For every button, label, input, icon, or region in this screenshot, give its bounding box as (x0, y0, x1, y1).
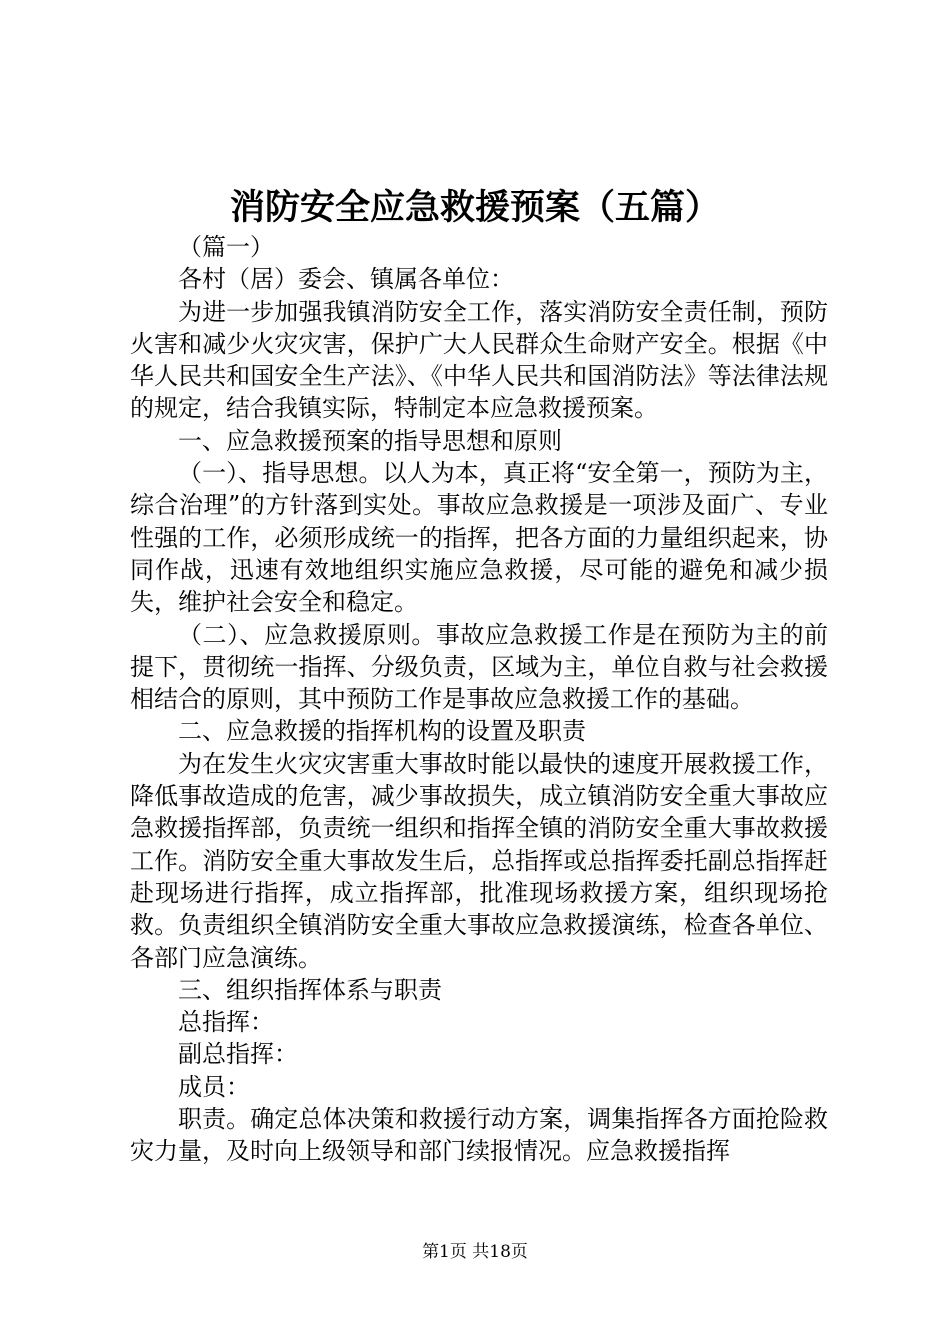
field-deputy-commander: 副总指挥： (178, 1040, 298, 1069)
paragraph-intro: 为进一步加强我镇消防安全工作，落实消防安全责任制，预防火害和减少火灾灾害，保护广大人民群众生命财产安全。根据《中华人民共和国安全生产法》、《中华人民共和国消防法》等法律法规的规定，结合我镇实际，特制定本应急救援预案。 (130, 297, 828, 423)
document-title: 消防安全应急救援预案（五篇） (229, 187, 720, 228)
paragraph-command-setup: 为在发生火灾灾害重大事故时能以最快的速度开展救援工作，降低事故造成的危害，减少事故损失，成立镇消防安全重大事故应急救援指挥部，负责统一组织和指挥全镇的消防安全重大事故救援工作。消防安全重大事故发生后，总指挥或总指挥委托副总指挥赶赴现场进行指挥，成立指挥部，批准现场救援方案，组织现场抢救。负责组织全镇消防安全重大事故应急救援演练，检查各单位、各部门应急演练。 (130, 749, 828, 972)
paragraph-section-label: （篇一） (178, 233, 274, 261)
page-footer: 第1页 共18页 (422, 1242, 528, 1262)
field-chief-commander: 总指挥： (178, 1008, 274, 1037)
paragraph-duties: 职责。确定总体决策和救援行动方案，调集指挥各方面抢险救灾力量，及时向上级领导和部门续报情况。应急救援指挥 (130, 1105, 828, 1166)
document-body (130, 231, 828, 1168)
paragraph-guiding-thought: （一）、指导思想。以人为本，真正将“安全第一，预防为主，综合治理”的方针落到实处。事故应急救援是一项涉及面广、专业性强的工作，必须形成统一的指挥，把各方面的力量组织起来，协同作战，迅速有效地组织实施应急救援，尽可能的避免和减少损失，维护社会安全和稳定。 (130, 459, 828, 617)
heading-section-2: 二、应急救援的指挥机构的设置及职责 (178, 717, 586, 746)
field-members: 成员： (178, 1072, 250, 1101)
paragraph-rescue-principle: （二）、应急救援原则。事故应急救援工作是在预防为主的前提下，贯彻统一指挥、分级负责，区域为主，单位自救与社会救援相结合的原则，其中预防工作是事故应急救援工作的基础。 (130, 620, 828, 714)
paragraph-salutation: 各村（居）委会、镇属各单位： (178, 265, 514, 294)
heading-section-3: 三、组织指挥体系与职责 (178, 975, 442, 1004)
heading-section-1: 一、应急救援预案的指导思想和原则 (178, 426, 562, 455)
